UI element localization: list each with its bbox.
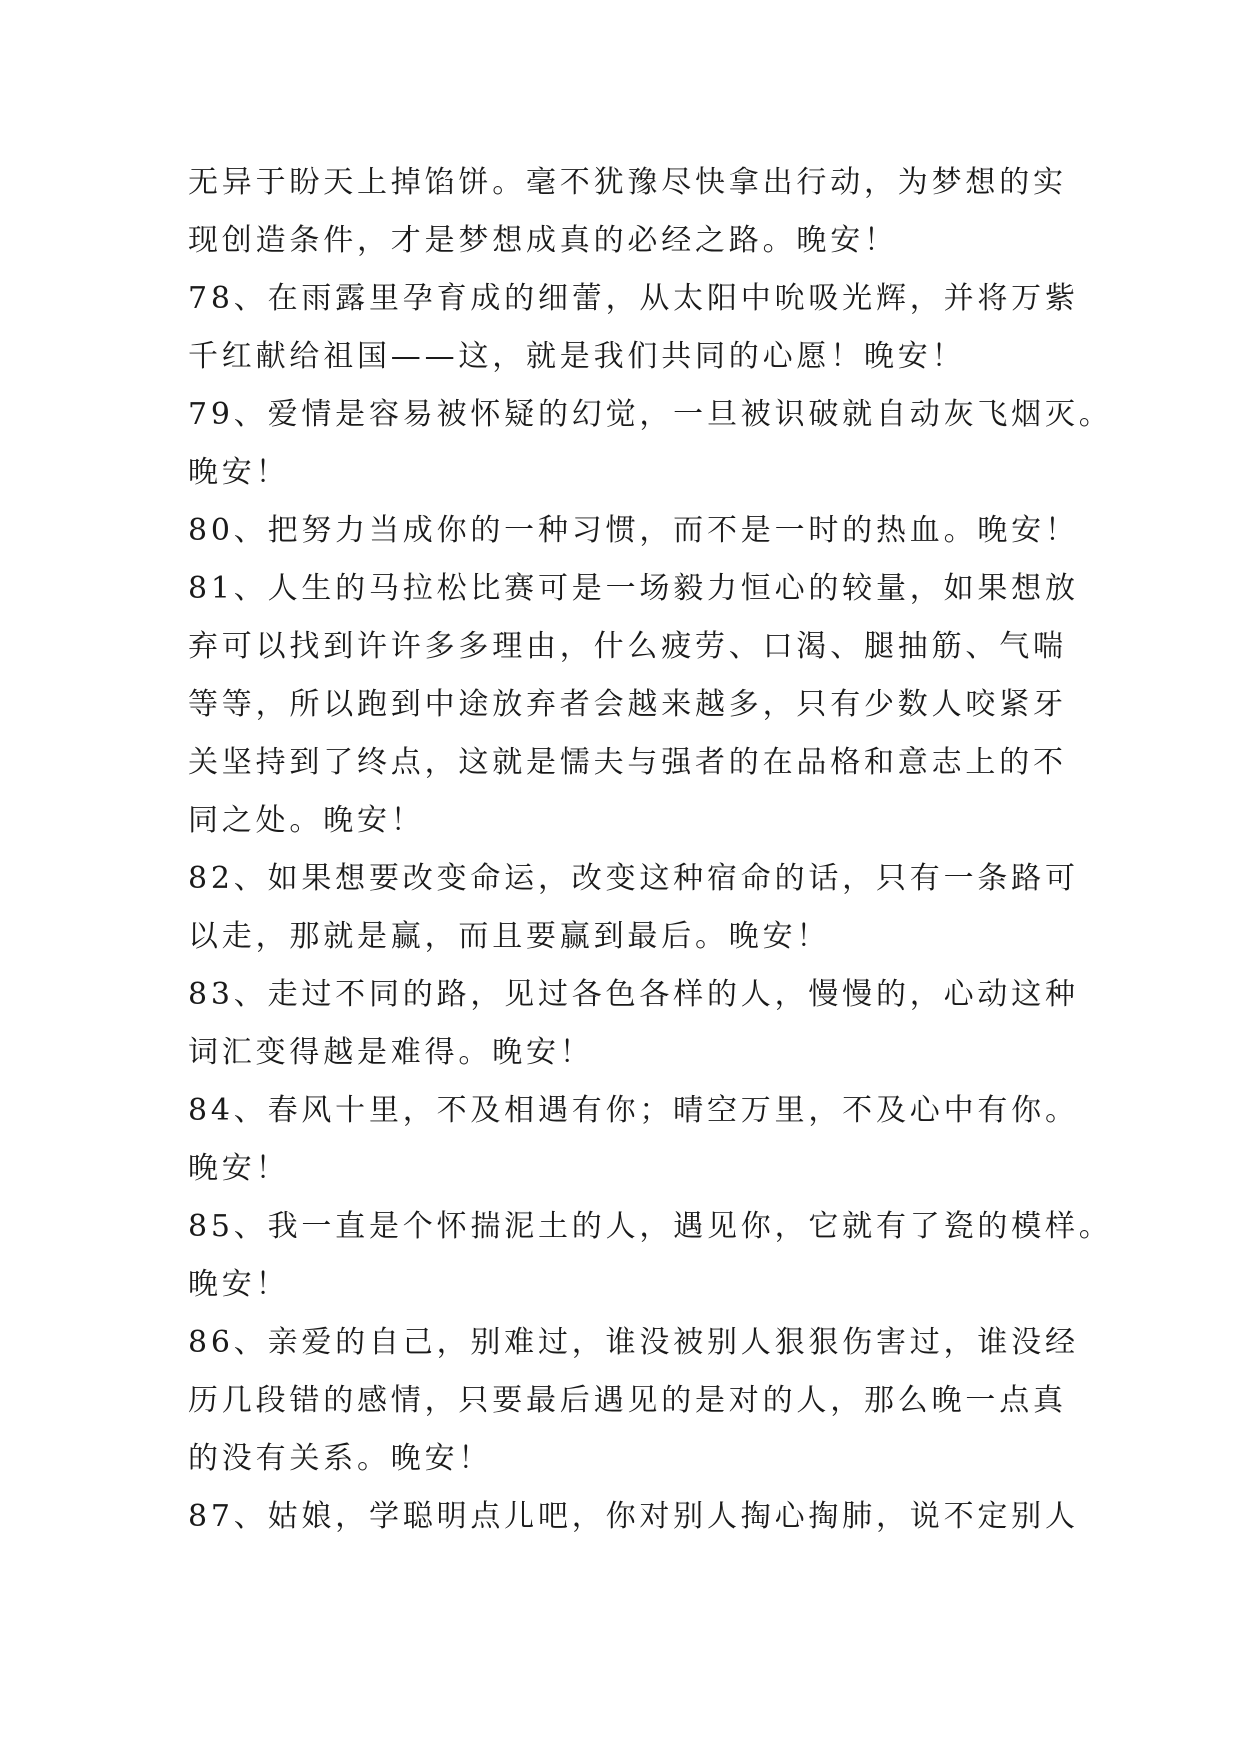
text-line: 现创造条件，才是梦想成真的必经之路。晚安！ [188,223,898,258]
text-line: 弃可以找到许许多多理由，什么疲劳、口渴、腿抽筋、气喘 [188,629,1067,664]
text-line: 83、走过不同的路，见过各色各样的人，慢慢的，心动这种 [188,977,1079,1012]
text-line: 同之处。晚安！ [188,803,425,838]
text-line: 晚安！ [188,455,290,490]
text-line: 千红献给祖国——这，就是我们共同的心愿！晚安！ [188,339,966,374]
text-line: 87、姑娘，学聪明点儿吧，你对别人掏心掏肺，说不定别人 [188,1499,1079,1534]
text-line: 的没有关系。晚安！ [188,1441,493,1476]
text-line: 86、亲爱的自己，别难过，谁没被别人狠狠伤害过，谁没经 [188,1325,1079,1360]
text-line: 词汇变得越是难得。晚安！ [188,1035,594,1070]
text-line: 85、我一直是个怀揣泥土的人，遇见你，它就有了瓷的模样。 [188,1209,1113,1244]
text-line: 晚安！ [188,1151,290,1186]
text-line: 历几段错的感情，只要最后遇见的是对的人，那么晚一点真 [188,1383,1067,1418]
text-line: 81、人生的马拉松比赛可是一场毅力恒心的较量，如果想放 [188,571,1079,606]
text-line: 80、把努力当成你的一种习惯，而不是一时的热血。晚安！ [188,513,1079,548]
text-line: 等等，所以跑到中途放弃者会越来越多，只有少数人咬紧牙 [188,687,1067,722]
text-line: 晚安！ [188,1267,290,1302]
text-line: 78、在雨露里孕育成的细蕾，从太阳中吮吸光辉，并将万紫 [188,281,1079,316]
text-line: 以走，那就是赢，而且要赢到最后。晚安！ [188,919,831,954]
text-line: 关坚持到了终点，这就是懦夫与强者的在品格和意志上的不 [188,745,1067,780]
text-line: 84、春风十里，不及相遇有你；晴空万里，不及心中有你。 [188,1093,1079,1128]
text-line: 79、爱情是容易被怀疑的幻觉，一旦被识破就自动灰飞烟灭。 [188,397,1113,432]
text-line: 无异于盼天上掉馅饼。毫不犹豫尽快拿出行动，为梦想的实 [188,165,1067,200]
document-body [188,154,1113,1546]
text-line: 82、如果想要改变命运，改变这种宿命的话，只有一条路可 [188,861,1079,896]
